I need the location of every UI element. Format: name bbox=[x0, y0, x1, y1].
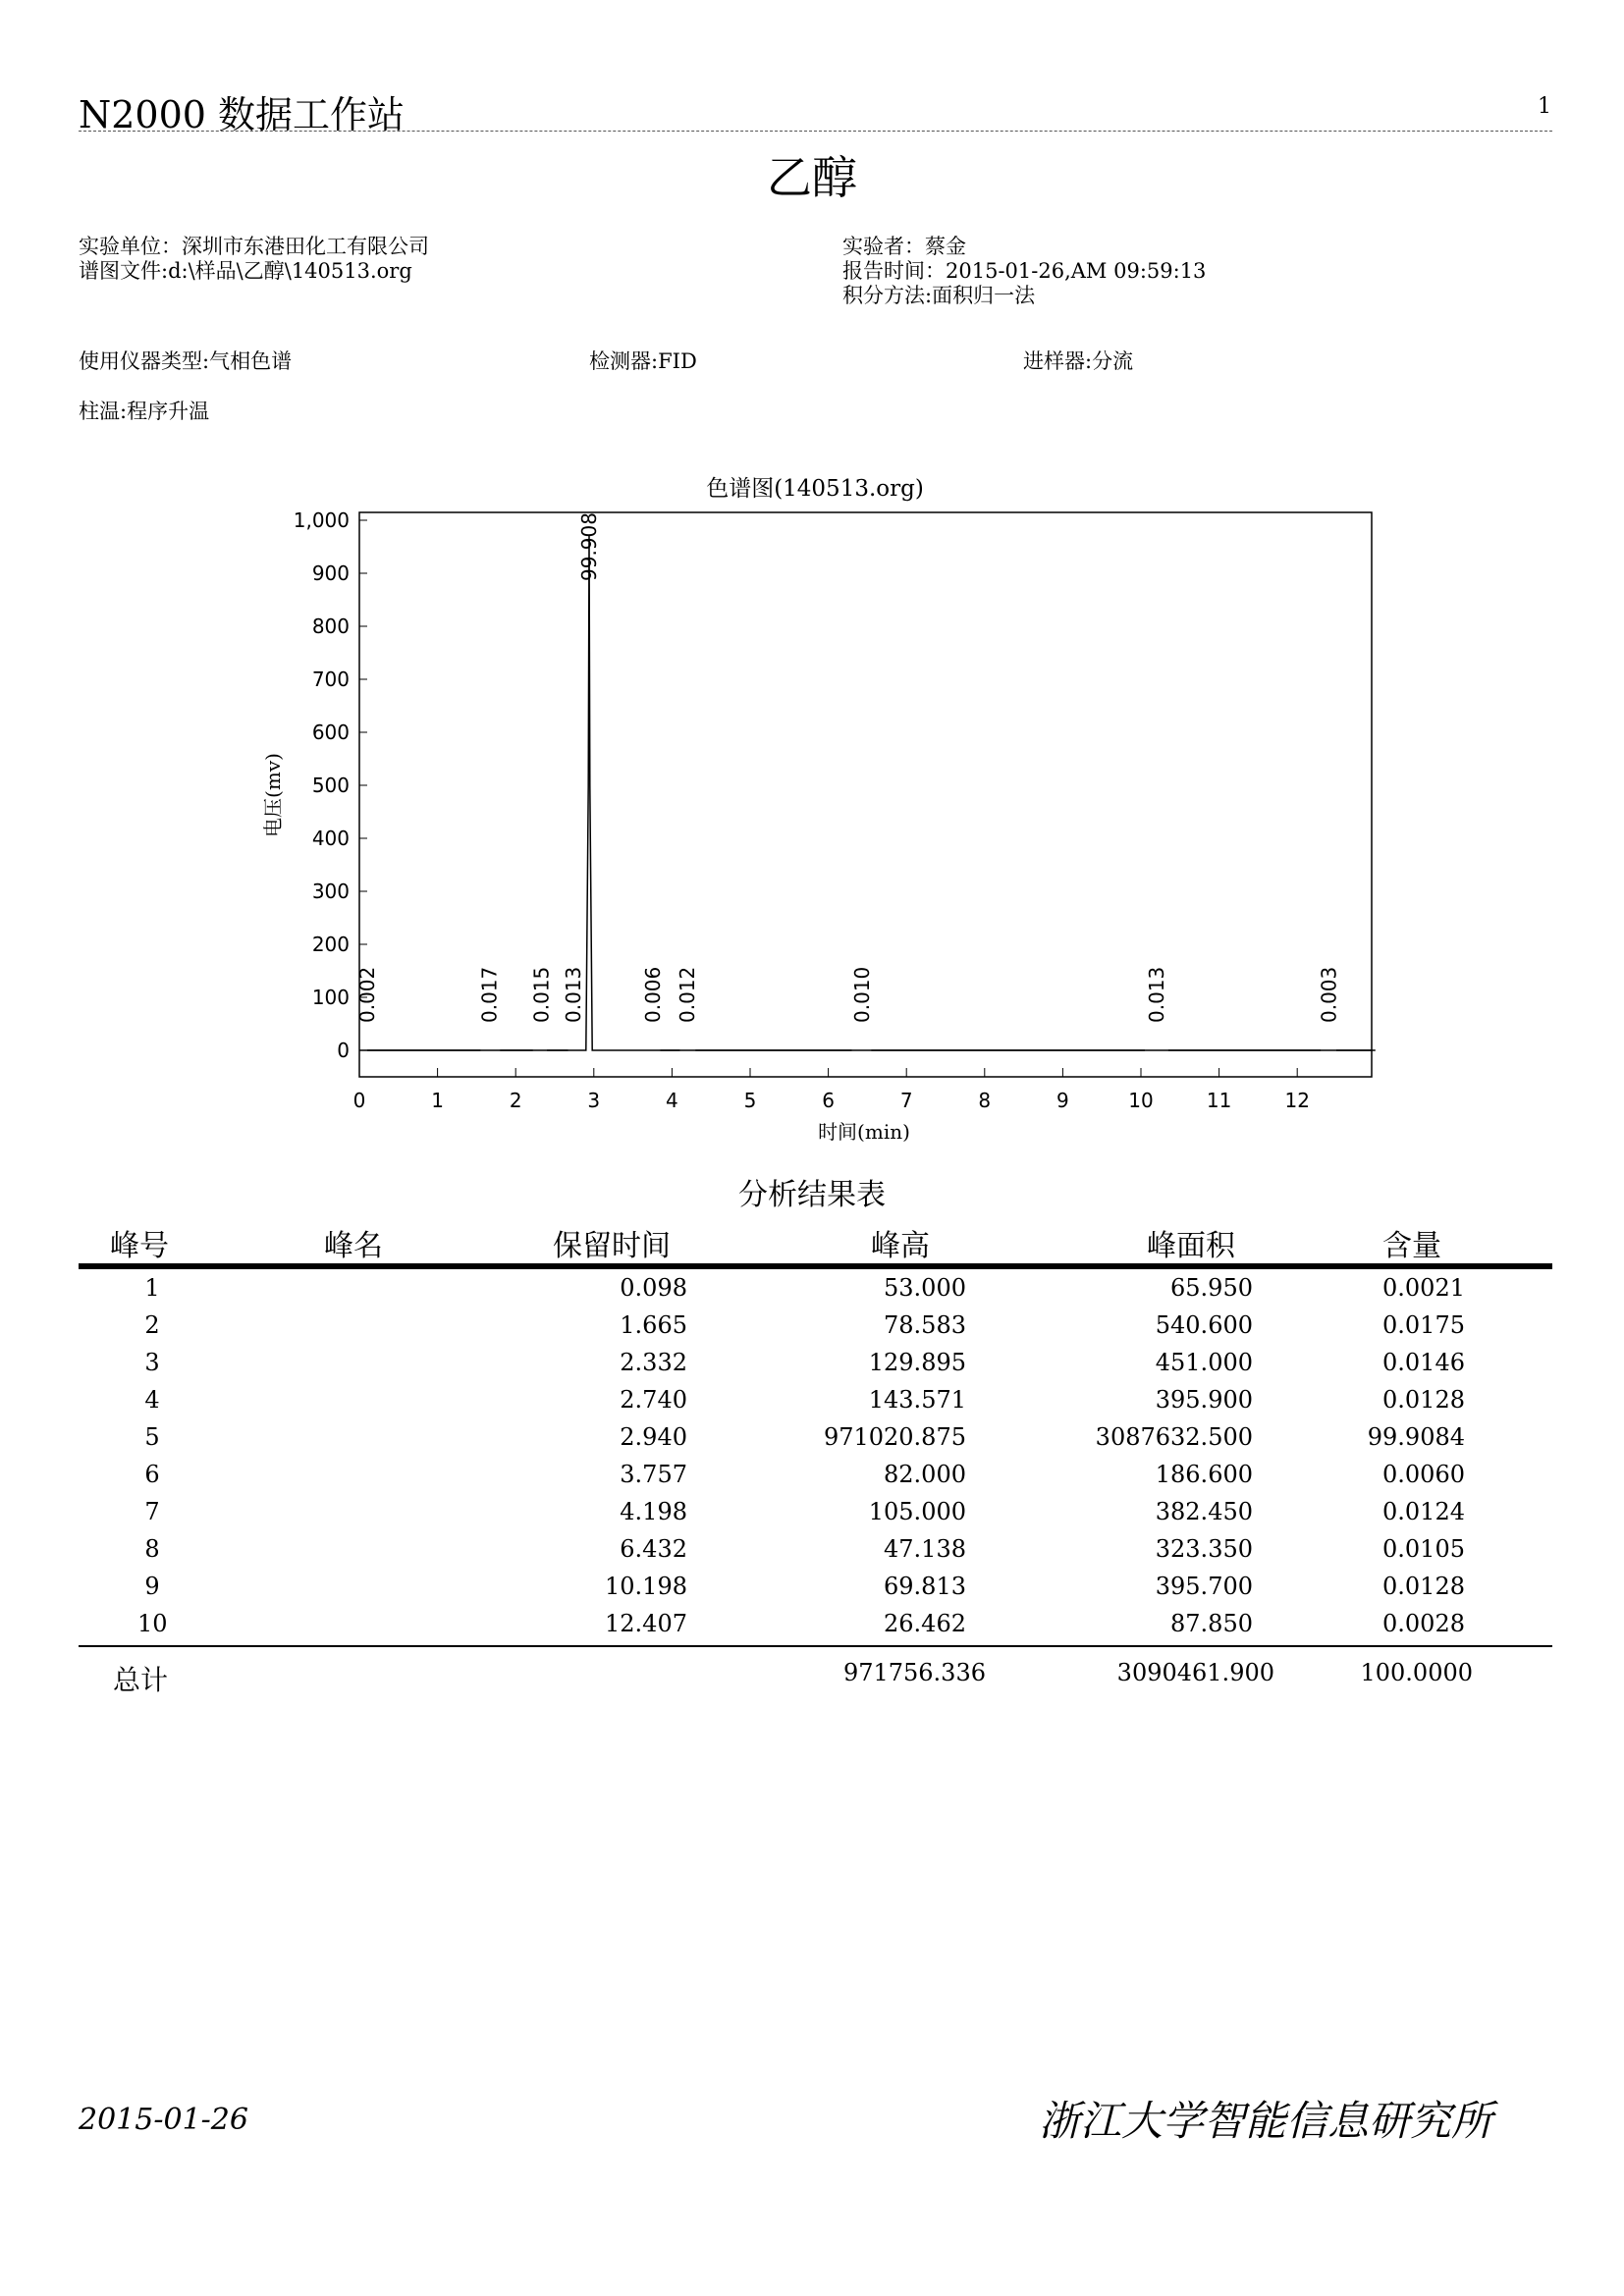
file-line bbox=[79, 255, 412, 285]
table-row bbox=[0, 1311, 1624, 1349]
cell-peak-no: 1 bbox=[144, 1274, 160, 1302]
table-row bbox=[0, 1423, 1624, 1461]
x-tick-label: 9 bbox=[1056, 1089, 1069, 1112]
report-time-value: 2015-01-26,AM 09:59:13 bbox=[946, 259, 1207, 283]
y-tick-label: 400 bbox=[311, 827, 350, 850]
table-row bbox=[0, 1349, 1624, 1386]
total-peak-height: 971756.336 bbox=[842, 1659, 986, 1686]
cell-retention-time: 10.198 bbox=[605, 1573, 687, 1600]
cell-peak-height: 53.000 bbox=[884, 1274, 966, 1302]
cell-peak-area: 395.900 bbox=[1155, 1386, 1253, 1414]
lab-unit-label: 实验单位： bbox=[79, 235, 182, 258]
y-tick-label: 900 bbox=[311, 561, 350, 585]
table-row bbox=[0, 1610, 1624, 1647]
header-peak-height: 峰高 bbox=[871, 1229, 930, 1263]
cell-content: 0.0060 bbox=[1382, 1461, 1465, 1488]
y-tick-label: 0 bbox=[337, 1039, 350, 1062]
instrument-label: 使用仪器类型: bbox=[79, 349, 210, 373]
peak-label: 0.006 bbox=[641, 966, 666, 1023]
column-temp-line bbox=[79, 396, 209, 425]
cell-peak-height: 78.583 bbox=[884, 1311, 966, 1339]
instrument-line bbox=[79, 346, 292, 375]
cell-content: 0.0124 bbox=[1382, 1498, 1465, 1525]
y-tick-label: 800 bbox=[311, 614, 350, 638]
cell-peak-area: 323.350 bbox=[1155, 1535, 1253, 1563]
peak-label: 99.908 bbox=[577, 512, 601, 581]
cell-peak-no: 3 bbox=[144, 1349, 160, 1376]
cell-peak-area: 395.700 bbox=[1155, 1573, 1253, 1600]
header-content: 含量 bbox=[1382, 1229, 1441, 1263]
cell-content: 0.0028 bbox=[1382, 1610, 1465, 1637]
page-number: 1 bbox=[1538, 94, 1551, 119]
peak-label: 0.013 bbox=[562, 966, 586, 1023]
y-tick-label: 300 bbox=[311, 880, 350, 903]
header-peak-no: 峰号 bbox=[110, 1229, 169, 1263]
cell-peak-height: 143.571 bbox=[868, 1386, 966, 1414]
table-title: 分析结果表 bbox=[738, 1178, 886, 1212]
table-row bbox=[0, 1498, 1624, 1535]
table-row bbox=[0, 1573, 1624, 1610]
experimenter-value: 蔡金 bbox=[925, 235, 966, 258]
cell-content: 0.0128 bbox=[1382, 1386, 1465, 1414]
report-time-label: 报告时间： bbox=[842, 259, 946, 283]
x-tick-label: 12 bbox=[1284, 1089, 1310, 1112]
cell-peak-area: 87.850 bbox=[1170, 1610, 1253, 1637]
peak-label: 0.017 bbox=[477, 966, 502, 1023]
experimenter-label: 实验者： bbox=[842, 235, 925, 258]
cell-peak-no: 9 bbox=[144, 1573, 160, 1600]
x-tick-label: 0 bbox=[352, 1089, 366, 1112]
x-tick-label: 7 bbox=[899, 1089, 913, 1112]
cell-retention-time: 2.740 bbox=[620, 1386, 687, 1414]
cell-content: 99.9084 bbox=[1367, 1423, 1465, 1451]
cell-retention-time: 1.665 bbox=[620, 1311, 687, 1339]
cell-content: 0.0021 bbox=[1382, 1274, 1465, 1302]
y-tick-label: 500 bbox=[311, 774, 350, 797]
cell-peak-height: 82.000 bbox=[884, 1461, 966, 1488]
cell-peak-no: 10 bbox=[137, 1610, 168, 1637]
x-tick-label: 2 bbox=[509, 1089, 522, 1112]
table-total-rule bbox=[79, 1645, 1552, 1647]
integration-line bbox=[842, 280, 1035, 309]
y-tick-label: 1,000 bbox=[293, 508, 350, 532]
table-row bbox=[0, 1386, 1624, 1423]
integration-label: 积分方法: bbox=[842, 284, 933, 307]
footer-organization: 浙江大学智能信息研究所 bbox=[1039, 2097, 1493, 2145]
x-tick-label: 11 bbox=[1206, 1089, 1232, 1112]
cell-peak-height: 69.813 bbox=[884, 1573, 966, 1600]
header-peak-name: 峰名 bbox=[324, 1229, 383, 1263]
x-axis bbox=[353, 1068, 1310, 1112]
x-tick-label: 3 bbox=[587, 1089, 601, 1112]
table-header-rule bbox=[79, 1263, 1552, 1269]
cell-retention-time: 3.757 bbox=[620, 1461, 687, 1488]
table-row bbox=[0, 1274, 1624, 1311]
y-tick-label: 200 bbox=[311, 933, 350, 956]
column-temp-label: 柱温: bbox=[79, 400, 128, 423]
cell-peak-no: 8 bbox=[144, 1535, 160, 1563]
peak-label: 0.003 bbox=[1317, 966, 1341, 1023]
peak-label: 0.010 bbox=[850, 966, 874, 1023]
peak-label: 0.013 bbox=[1144, 966, 1168, 1023]
cell-content: 0.0146 bbox=[1382, 1349, 1465, 1376]
cell-peak-area: 3087632.500 bbox=[1095, 1423, 1253, 1451]
cell-retention-time: 2.332 bbox=[620, 1349, 687, 1376]
cell-content: 0.0175 bbox=[1382, 1311, 1465, 1339]
x-tick-label: 5 bbox=[743, 1089, 757, 1112]
y-tick-label: 700 bbox=[311, 667, 350, 691]
cell-peak-height: 105.000 bbox=[868, 1498, 966, 1525]
peak-label: 0.015 bbox=[529, 966, 554, 1023]
cell-peak-area: 186.600 bbox=[1155, 1461, 1253, 1488]
cell-peak-no: 5 bbox=[144, 1423, 160, 1451]
peak-label: 0.012 bbox=[676, 966, 700, 1023]
y-tick-label: 100 bbox=[311, 986, 350, 1009]
cell-peak-height: 47.138 bbox=[884, 1535, 966, 1563]
cell-peak-no: 2 bbox=[144, 1311, 160, 1339]
cell-peak-height: 971020.875 bbox=[823, 1423, 966, 1451]
cell-retention-time: 4.198 bbox=[620, 1498, 687, 1525]
peak-labels bbox=[355, 512, 1341, 1023]
cell-peak-height: 26.462 bbox=[884, 1610, 966, 1637]
x-tick-label: 4 bbox=[666, 1089, 678, 1112]
cell-content: 0.0105 bbox=[1382, 1535, 1465, 1563]
file-label: 谱图文件: bbox=[79, 259, 169, 283]
cell-peak-area: 451.000 bbox=[1155, 1349, 1253, 1376]
y-axis-label: 电压(mv) bbox=[261, 753, 285, 837]
header-retention-time: 保留时间 bbox=[553, 1229, 671, 1263]
x-tick-label: 10 bbox=[1128, 1089, 1154, 1112]
chromatogram-chart bbox=[0, 461, 1624, 1158]
total-peak-area: 3090461.900 bbox=[1116, 1659, 1274, 1686]
cell-retention-time: 2.940 bbox=[620, 1423, 687, 1451]
cell-content: 0.0128 bbox=[1382, 1573, 1465, 1600]
system-name: N2000 数据工作站 bbox=[79, 93, 406, 136]
file-path-value: d:\样品\乙醇\140513.org bbox=[168, 259, 412, 283]
cell-peak-no: 4 bbox=[144, 1386, 160, 1414]
cell-peak-area: 540.600 bbox=[1155, 1311, 1253, 1339]
cell-peak-area: 65.950 bbox=[1170, 1274, 1253, 1302]
cell-retention-time: 6.432 bbox=[620, 1535, 687, 1563]
injector-label: 进样器: bbox=[1023, 349, 1093, 373]
total-label: 总计 bbox=[113, 1664, 169, 1696]
detector-line bbox=[589, 346, 697, 375]
x-tick-label: 6 bbox=[822, 1089, 835, 1112]
lab-unit-value: 深圳市东港田化工有限公司 bbox=[182, 235, 429, 258]
instrument-value: 气相色谱 bbox=[209, 349, 293, 373]
cell-retention-time: 0.098 bbox=[620, 1274, 687, 1302]
header-peak-area: 峰面积 bbox=[1147, 1229, 1235, 1263]
cell-peak-no: 6 bbox=[144, 1461, 160, 1488]
cell-peak-area: 382.450 bbox=[1155, 1498, 1253, 1525]
y-tick-label: 600 bbox=[311, 721, 350, 744]
detector-value: FID bbox=[658, 349, 697, 373]
integration-value: 面积归一法 bbox=[932, 284, 1036, 307]
chart-title: 色谱图(140513.org) bbox=[706, 476, 924, 502]
peak-label: 0.002 bbox=[354, 966, 379, 1023]
injector-line bbox=[1023, 346, 1133, 375]
footer-date: 2015-01-26 bbox=[79, 2103, 248, 2137]
x-tick-label: 1 bbox=[431, 1089, 444, 1112]
injector-value: 分流 bbox=[1092, 349, 1134, 373]
report-title: 乙醇 bbox=[767, 151, 857, 204]
total-content: 100.0000 bbox=[1360, 1659, 1473, 1686]
x-tick-label: 8 bbox=[978, 1089, 992, 1112]
cell-peak-height: 129.895 bbox=[868, 1349, 966, 1376]
table-row bbox=[0, 1461, 1624, 1498]
detector-label: 检测器: bbox=[589, 349, 659, 373]
x-axis-label: 时间(min) bbox=[818, 1120, 910, 1144]
table-row bbox=[0, 1535, 1624, 1573]
cell-retention-time: 12.407 bbox=[605, 1610, 687, 1637]
cell-peak-no: 7 bbox=[144, 1498, 160, 1525]
column-temp-value: 程序升温 bbox=[127, 400, 210, 423]
header-divider bbox=[79, 131, 1552, 132]
